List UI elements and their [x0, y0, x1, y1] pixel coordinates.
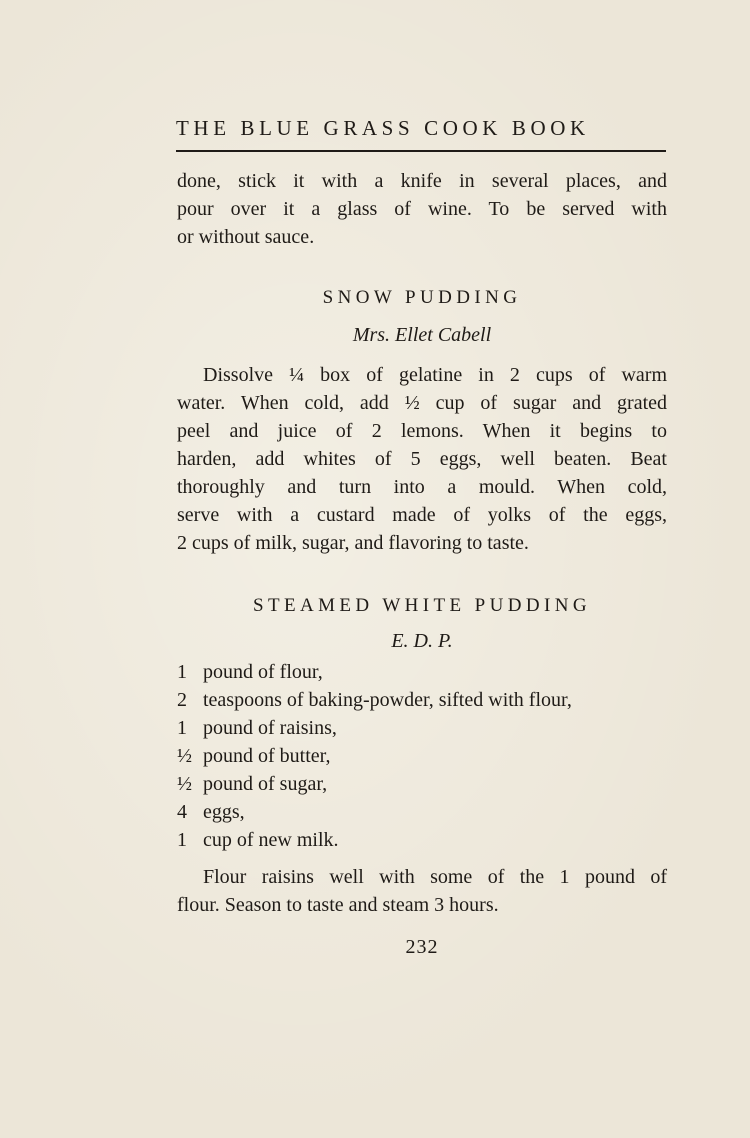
paragraph-line: pour over it a glass of wine. To be served with — [177, 198, 667, 220]
ingredient-list — [177, 658, 677, 854]
recipe-author-steamed-white-pudding: E. D. P. — [391, 630, 453, 652]
paragraph-line: harden, add whites of 5 eggs, well beaten. Beat — [177, 448, 667, 470]
paragraph-line: Dissolve ¼ box of gelatine in 2 cups of warm — [203, 364, 667, 386]
ingredient-text: pound of butter, — [203, 745, 331, 767]
ingredient-item — [177, 714, 677, 742]
paragraph-line: peel and juice of 2 lemons. When it begins to — [177, 420, 667, 442]
paragraph-line: flour. Season to taste and steam 3 hours. — [177, 894, 499, 916]
page-number: 232 — [405, 936, 439, 958]
steamed-pudding-directions — [177, 863, 667, 919]
ingredient-text: pound of flour, — [203, 661, 323, 683]
continuation-paragraph — [177, 167, 667, 251]
ingredient-item — [177, 798, 677, 826]
recipe-title-steamed-white-pudding: STEAMED WHITE PUDDING — [253, 595, 591, 616]
recipe-author-snow-pudding: Mrs. Ellet Cabell — [352, 324, 492, 346]
running-header: THE BLUE GRASS COOK BOOK — [176, 116, 590, 140]
ingredient-text: cup of new milk. — [203, 829, 339, 851]
ingredient-quantity: ½ — [177, 773, 192, 795]
paragraph-line: serve with a custard made of yolks of the eggs, — [177, 504, 667, 526]
ingredient-text: eggs, — [203, 801, 245, 823]
ingredient-quantity: 1 — [177, 717, 187, 739]
ingredient-text: pound of raisins, — [203, 717, 337, 739]
ingredient-item — [177, 658, 677, 686]
paragraph-line: water. When cold, add ½ cup of sugar and grated — [177, 392, 667, 414]
ingredient-quantity: 1 — [177, 829, 187, 851]
ingredient-quantity: ½ — [177, 745, 192, 767]
ingredient-item — [177, 686, 677, 714]
ingredient-quantity: 4 — [177, 801, 187, 823]
recipe-title-snow-pudding: SNOW PUDDING — [322, 287, 522, 308]
ingredient-quantity: 1 — [177, 661, 187, 683]
snow-pudding-directions — [177, 361, 667, 557]
ingredient-item — [177, 826, 677, 854]
ingredient-text: teaspoons of baking-powder, sifted with flour, — [203, 689, 572, 711]
ingredient-quantity: 2 — [177, 689, 187, 711]
paragraph-line: done, stick it with a knife in several places, and — [177, 170, 667, 192]
ingredient-text: pound of sugar, — [203, 773, 328, 795]
ingredient-item — [177, 770, 677, 798]
header-rule — [176, 150, 666, 152]
paragraph-line: 2 cups of milk, sugar, and flavoring to taste. — [177, 532, 529, 554]
paragraph-line: thoroughly and turn into a mould. When cold, — [177, 476, 667, 498]
paragraph-line: or without sauce. — [177, 226, 315, 248]
ingredient-item — [177, 742, 677, 770]
paragraph-line: Flour raisins well with some of the 1 pound of — [203, 866, 667, 888]
